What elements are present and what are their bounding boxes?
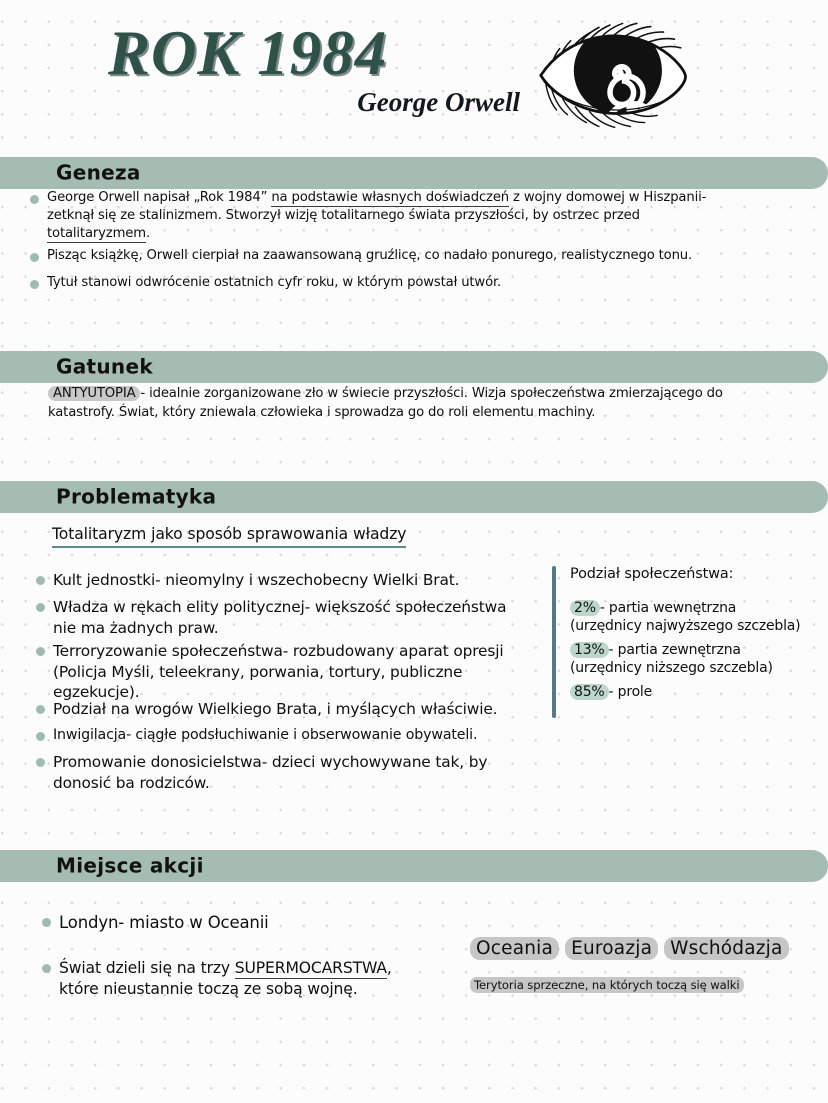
section-title-geneza: Geneza (56, 160, 141, 185)
page-title: ROK 1984 (108, 18, 388, 88)
list-item (36, 699, 536, 720)
society-division-label: - partia wewnętrzna (599, 600, 737, 616)
problematyka-subheading: Totalitaryzm jako sposób sprawowania władzy (52, 525, 406, 548)
superpower-name: Wschódazja (664, 937, 788, 960)
bullet-dot-icon (36, 603, 45, 612)
text-run: Świat dzieli się na trzy (59, 959, 235, 977)
bullet-dot-icon (30, 195, 39, 204)
page-header (0, 0, 828, 150)
text-run: z wojny domowej w Hiszpanii- zetknął się ze stalinizmem. Stworzył wizję totalitarnego świata przyszłości, by ostrzec przed (47, 190, 707, 223)
society-division-label: - prole (608, 684, 653, 700)
section-header-gatunek (0, 351, 828, 383)
society-division-percent: 13% (570, 642, 609, 658)
society-division-sublabel: (urzędnicy niższego szczebla) (570, 659, 773, 676)
list-item (42, 958, 479, 1000)
society-division-panel (552, 566, 814, 709)
list-item (36, 597, 516, 638)
society-division-percent: 2% (570, 600, 600, 616)
list-item-text (47, 189, 710, 243)
list-item-text: Terroryzowanie społeczeństwa- rozbudowany aparat opresji (Policja Myśli, teleekrany, porwania, tortury, publiczne egzekucje). (53, 642, 504, 702)
underlined-phrase: SUPERMOCARSTWA (234, 959, 387, 977)
list-item (36, 570, 516, 591)
title-block (108, 18, 538, 118)
list-item-text: Władza w rękach elity politycznej- większość społeczeństwa nie ma żadnych praw. (53, 598, 507, 637)
text-run: Londyn- miasto w Oceanii (59, 913, 269, 932)
text-run: . (145, 225, 150, 241)
list-item (36, 641, 516, 703)
list-item-text: Podział na wrogów Wielkiego Brata, i myślących właściwie. (53, 700, 498, 718)
underlined-phrase: totalitaryzmem (47, 225, 146, 241)
text-run: które nieustannie toczą ze sobą wojnę. (59, 980, 358, 999)
society-division-label: - partia zewnętrzna (608, 642, 741, 658)
superpower-name: Oceania (470, 937, 559, 960)
society-division-percent: 85% (570, 684, 609, 700)
text-run: George Orwell napisał „Rok 1984” (47, 190, 272, 205)
superpowers-caption-text: Terytoria sprzeczne, na których toczą się walki (470, 977, 744, 993)
bullet-dot-icon (36, 647, 45, 656)
text-run: - idealnie zorganizowane zło w świecie przyszłości. Wizja społeczeństwa zmierzającego do katastrofy. Świat, który zniewala człowieka i sprowadza go do roli elementu machiny. (48, 386, 723, 421)
bullet-dot-icon (36, 758, 45, 767)
list-item-text: Kult jednostki- nieomylny i wszechobecny Wielki Brat. (53, 571, 460, 589)
hypnotic-eye-icon (530, 14, 690, 132)
bullet-dot-icon (30, 280, 39, 289)
underlined-phrase: na podstawie własnych doświadczeń (271, 190, 510, 205)
list-item-text: Inwigilacja- ciągłe podsłuchiwanie i obserwowanie obywateli. (53, 727, 478, 743)
list-item-text (59, 958, 479, 1000)
superpower-name: Euroazja (565, 937, 658, 960)
text-run: Pisząc książkę, Orwell cierpiał na zaawansowaną gruźlicę, co nadało ponurego, realistycznego tonu. (47, 248, 693, 263)
section-title-miejsce-akcji: Miejsce akcji (56, 853, 204, 878)
gatunek-paragraph (48, 384, 748, 422)
bullet-dot-icon (36, 576, 45, 585)
society-division-title: Podział społeczeństwa: (570, 566, 734, 582)
section-title-gatunek: Gatunek (56, 354, 153, 379)
text-run: , (386, 959, 392, 977)
list-item (42, 912, 269, 934)
bullet-dot-icon (36, 705, 45, 714)
list-item (30, 189, 710, 243)
list-item-text (47, 274, 501, 292)
list-item (30, 274, 770, 292)
section-header-problematyka (0, 481, 828, 513)
superpowers-list (470, 938, 800, 959)
list-item (36, 752, 506, 793)
list-item (30, 247, 770, 265)
section-header-geneza (0, 157, 828, 189)
bullet-dot-icon (42, 964, 51, 973)
list-item-text: Promowanie donosicielstwa- dzieci wychowywane tak, by donosić ba rodziców. (53, 753, 488, 792)
author-name: George Orwell (357, 87, 520, 117)
superpowers-caption (470, 978, 744, 992)
highlighted-term: ANTYUTOPIA (48, 386, 140, 401)
bullet-dot-icon (30, 253, 39, 262)
section-header-miejsce-akcji (0, 850, 828, 882)
society-division-sublabel: (urzędnicy najwyższego szczebla) (570, 617, 801, 634)
bullet-dot-icon (42, 918, 51, 927)
bullet-dot-icon (36, 732, 45, 741)
list-item-text (59, 912, 269, 934)
section-title-problematyka: Problematyka (56, 484, 217, 509)
society-division-row (570, 642, 814, 677)
text-run: Tytuł stanowi odwrócenie ostatnich cyfr roku, w którym powstał utwór. (47, 275, 502, 290)
society-division-row (570, 684, 814, 702)
society-division-row (570, 600, 814, 635)
list-item-text (47, 247, 692, 265)
society-division-rows (570, 600, 814, 702)
list-item (36, 726, 536, 745)
